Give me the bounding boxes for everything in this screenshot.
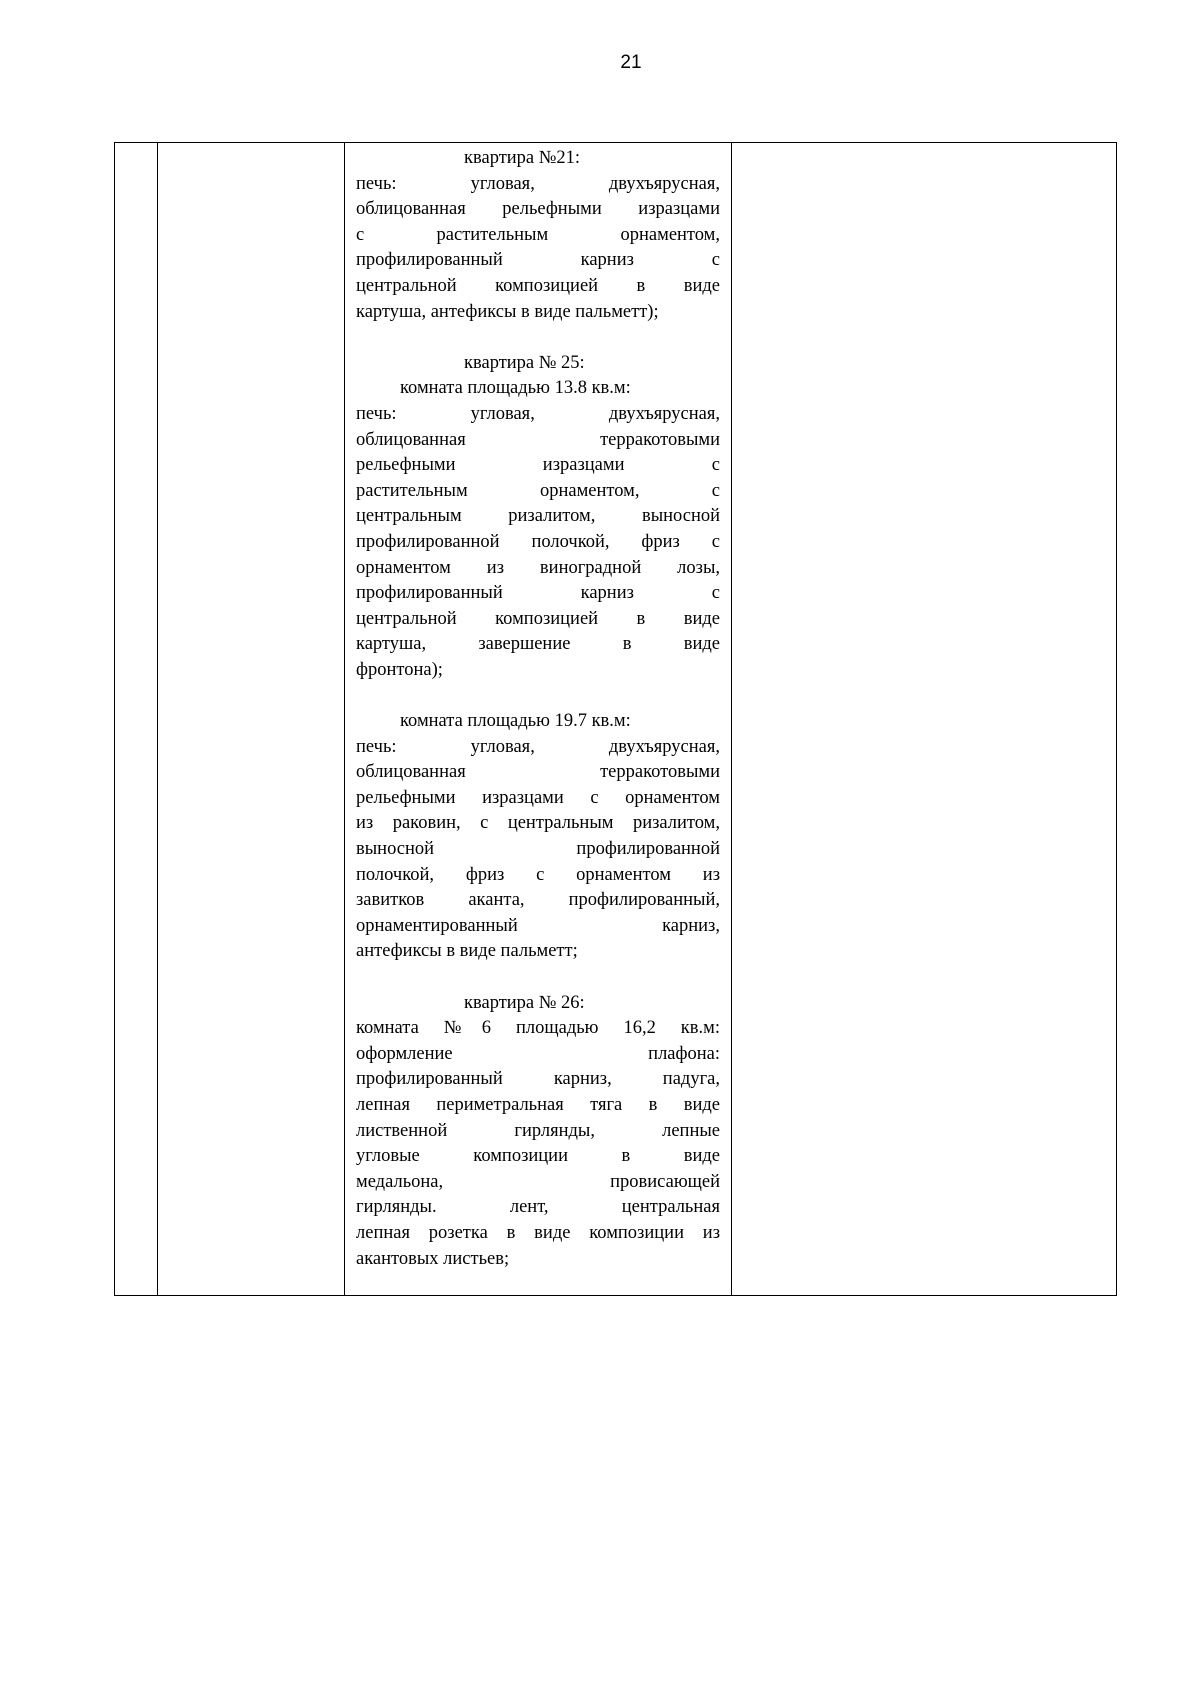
description-line: медальона, провисающей: [356, 1171, 720, 1192]
description-line: печь: угловая, двухъярусная,: [356, 403, 720, 424]
description-block: [356, 709, 720, 965]
description-line: профилированный карниз с: [356, 250, 720, 271]
section-heading: квартира № 25:: [464, 352, 585, 373]
description-line: печь: угловая, двухъярусная,: [356, 173, 720, 194]
section-heading: квартира №21:: [464, 148, 581, 168]
description-line: угловые композиции в виде: [356, 1146, 720, 1167]
table-cell-notes: [732, 143, 1117, 1296]
description-line: лепная розетка в виде композиции из: [356, 1222, 720, 1243]
description-line: центральной композицией в виде: [356, 275, 720, 296]
table-cell-object: [158, 143, 345, 1296]
page-number: 21: [620, 52, 642, 73]
description-line: облицованная терракотовыми: [356, 429, 720, 450]
description-line: комната №6 площадью 16,2 кв.м:: [356, 1018, 720, 1039]
description-text: [345, 143, 731, 1272]
description-line: из раковин, с центральным ризалитом,: [356, 813, 720, 834]
description-line: облицованная рельефными изразцами: [356, 199, 720, 220]
description-line: орнаментом из виноградной лозы,: [356, 557, 720, 578]
description-block: [356, 351, 720, 684]
table-row: [115, 143, 1117, 1296]
description-line: рельефными изразцами с орнаментом: [356, 787, 720, 808]
description-line: полочкой, фриз с орнаментом из: [356, 864, 720, 885]
section-heading: комната площадью 13.8 кв.м:: [400, 378, 631, 399]
description-block: [356, 146, 720, 325]
description-line: рельефными изразцами с: [356, 455, 720, 476]
heritage-table: [114, 142, 1117, 1296]
description-line: акантовых листьев;: [356, 1248, 510, 1269]
description-line: лиственной гирлянды, лепные: [356, 1120, 720, 1141]
description-line: профилированной полочкой, фриз с: [356, 531, 720, 552]
section-heading: квартира № 26:: [464, 992, 585, 1013]
section-heading: комната площадью 19.7 кв.м:: [400, 711, 631, 732]
description-line: картуша, завершение в виде: [356, 634, 720, 655]
description-line: с растительным орнаментом,: [356, 224, 720, 245]
description-line: лепная периметральная тяга в виде: [356, 1094, 720, 1115]
description-block: [356, 991, 720, 1273]
description-line: облицованная терракотовыми: [356, 762, 720, 783]
description-line: картуша, антефиксы в виде пальметт);: [356, 301, 659, 322]
description-line: профилированный карниз с: [356, 583, 720, 604]
description-line: печь: угловая, двухъярусная,: [356, 736, 720, 757]
description-line: выносной профилированной: [356, 839, 720, 860]
description-line: фронтона);: [356, 659, 443, 680]
table-cell-description: [345, 143, 732, 1296]
description-line: антефиксы в виде пальметт;: [356, 941, 578, 962]
description-line: центральной композицией в виде: [356, 608, 720, 629]
table-cell-number: [115, 143, 158, 1296]
description-line: оформление плафона:: [356, 1043, 720, 1064]
description-line: гирлянды. лент, центральная: [356, 1197, 720, 1218]
description-line: профилированный карниз, падуга,: [356, 1069, 720, 1090]
description-line: растительным орнаментом, с: [356, 480, 720, 501]
description-line: завитков аканта, профилированный,: [356, 890, 720, 911]
description-line: орнаментированный карниз,: [356, 915, 720, 936]
description-line: центральным ризалитом, выносной: [356, 506, 720, 527]
